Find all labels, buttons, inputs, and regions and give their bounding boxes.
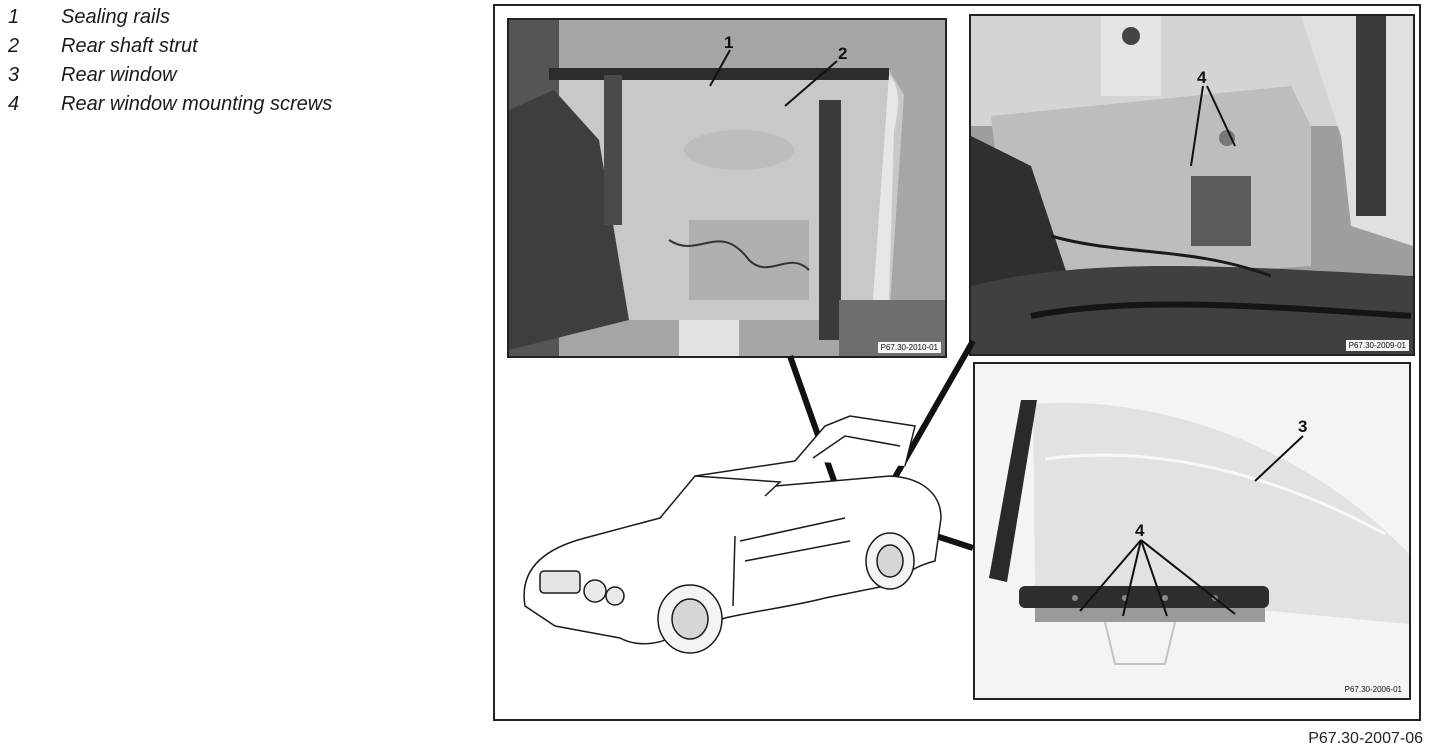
legend-number: 2 bbox=[8, 35, 20, 57]
legend-item bbox=[8, 6, 332, 35]
callout-2: 2 bbox=[838, 44, 848, 63]
photo-code: P67.30-2009-01 bbox=[1346, 340, 1409, 351]
photo-code: P67.30-2010-01 bbox=[878, 342, 941, 353]
legend-item bbox=[8, 35, 332, 64]
legend-number: 1 bbox=[8, 6, 20, 28]
callout-line bbox=[1207, 86, 1235, 146]
callout-line bbox=[1141, 540, 1235, 614]
legend-number: 4 bbox=[8, 93, 20, 115]
callout-4: 4 bbox=[1197, 68, 1207, 87]
legend bbox=[8, 6, 332, 122]
legend-number: 3 bbox=[8, 64, 20, 86]
legend-label: Rear window mounting screws bbox=[61, 93, 333, 115]
figure-frame bbox=[493, 4, 1421, 721]
photo-code: P67.30-2006-01 bbox=[1342, 684, 1405, 695]
callout-line bbox=[1255, 436, 1303, 481]
legend-label: Rear shaft strut bbox=[61, 35, 198, 57]
figure-overlay bbox=[495, 6, 1419, 719]
callout-line bbox=[1191, 86, 1203, 166]
legend-item bbox=[8, 64, 332, 93]
callout-line bbox=[710, 50, 730, 86]
callout-1: 1 bbox=[724, 33, 734, 52]
callout-3: 3 bbox=[1298, 417, 1308, 436]
legend-label: Rear window bbox=[61, 64, 177, 86]
legend-item bbox=[8, 93, 332, 122]
figure-code: P67.30-2007-06 bbox=[1308, 730, 1423, 747]
convertible-car-illustration bbox=[524, 416, 941, 653]
legend-label: Sealing rails bbox=[61, 6, 170, 28]
callout-4: 4 bbox=[1135, 521, 1145, 540]
callout-line bbox=[785, 61, 837, 106]
